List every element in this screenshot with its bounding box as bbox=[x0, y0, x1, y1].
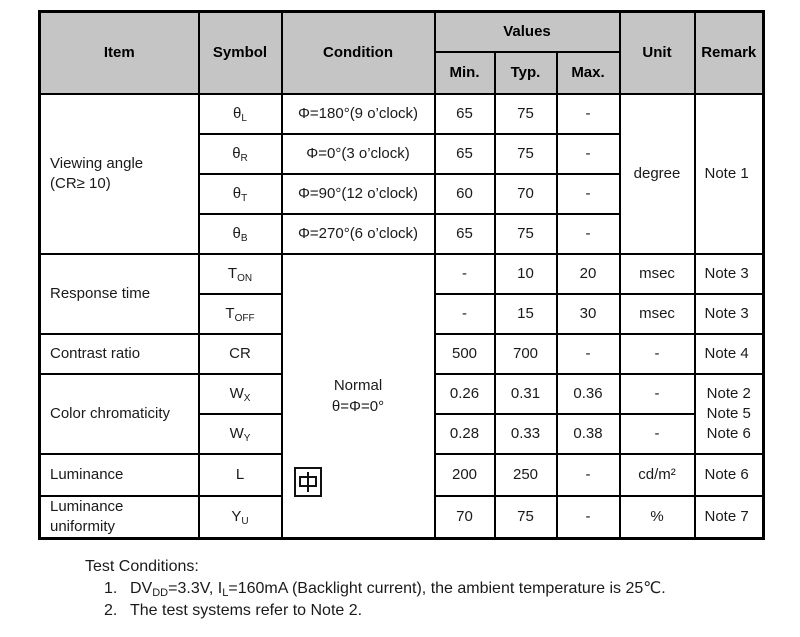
cell-max: - bbox=[557, 214, 620, 254]
spec-table bbox=[38, 10, 765, 540]
cell-symbol: $\theta_R$ bbox=[199, 134, 282, 174]
cell-symbol: $\theta_L$ bbox=[199, 94, 282, 134]
row-t-on bbox=[40, 254, 764, 294]
header-typ: Typ. bbox=[495, 52, 557, 94]
cell-typ: 75 bbox=[495, 214, 557, 254]
cell-typ: 75 bbox=[495, 94, 557, 134]
item-line: (CR≥ 10) bbox=[50, 174, 111, 192]
cell-max: 20 bbox=[557, 254, 620, 294]
cell-remark: Note 6 bbox=[695, 454, 764, 496]
cell-condition: Φ=0°(3 o’clock) bbox=[282, 134, 435, 174]
header-symbol: Symbol bbox=[199, 12, 282, 94]
cell-symbol: $\theta_B$ bbox=[199, 214, 282, 254]
cell-max: - bbox=[557, 496, 620, 539]
cell-min: 200 bbox=[435, 454, 495, 496]
cell-symbol: $W_X$ bbox=[199, 374, 282, 414]
cell-condition: Φ=90°(12 o’clock) bbox=[282, 174, 435, 214]
cell-symbol: $Y_U$ bbox=[199, 496, 282, 539]
cell-unit: - bbox=[620, 334, 695, 374]
cell-typ: 75 bbox=[495, 134, 557, 174]
cell-typ: 75 bbox=[495, 496, 557, 539]
cell-typ: 700 bbox=[495, 334, 557, 374]
header-max: Max. bbox=[557, 52, 620, 94]
cell-item-luminance: Luminance bbox=[40, 454, 199, 496]
cell-remark-note1: Note 1 bbox=[695, 94, 764, 254]
test-condition-1 bbox=[104, 578, 666, 600]
cell-remark: Note 7 bbox=[695, 496, 764, 539]
test-condition-2 bbox=[104, 600, 666, 622]
cell-symbol: CR bbox=[199, 334, 282, 374]
header-condition: Condition bbox=[282, 12, 435, 94]
cell-typ: 0.33 bbox=[495, 414, 557, 454]
cell-condition: Φ=270°(6 o’clock) bbox=[282, 214, 435, 254]
cell-typ: 250 bbox=[495, 454, 557, 496]
header-unit: Unit bbox=[620, 12, 695, 94]
cell-max: - bbox=[557, 454, 620, 496]
cell-min: 0.28 bbox=[435, 414, 495, 454]
cell-min: 65 bbox=[435, 94, 495, 134]
cell-remark: Note 4 bbox=[695, 334, 764, 374]
condition-text: Normal θ=Φ=0° bbox=[331, 376, 385, 415]
cell-symbol: $W_Y$ bbox=[199, 414, 282, 454]
test-conditions bbox=[85, 556, 666, 622]
cell-remark: Note 3 bbox=[695, 254, 764, 294]
cell-unit: cd/m² bbox=[620, 454, 695, 496]
cell-condition-normal bbox=[282, 254, 435, 539]
cell-remark: Note 3 bbox=[695, 294, 764, 334]
cell-item-color-chromaticity: Color chromaticity bbox=[40, 374, 199, 454]
cell-unit: - bbox=[620, 374, 695, 414]
cell-min: - bbox=[435, 294, 495, 334]
header-row-1 bbox=[40, 12, 764, 52]
cell-unit: msec bbox=[620, 254, 695, 294]
cell-remark-notes-256: Note 2 Note 5 Note 6 bbox=[695, 374, 764, 454]
cell-typ: 15 bbox=[495, 294, 557, 334]
test-conditions-title: Test Conditions: bbox=[85, 558, 199, 575]
cell-max: - bbox=[557, 134, 620, 174]
cell-unit: msec bbox=[620, 294, 695, 334]
cell-item-response-time: Response time bbox=[40, 254, 199, 334]
cell-max: - bbox=[557, 334, 620, 374]
cell-typ: 70 bbox=[495, 174, 557, 214]
cell-min: 60 bbox=[435, 174, 495, 214]
cell-max: 30 bbox=[557, 294, 620, 334]
cell-symbol: L bbox=[199, 454, 282, 496]
cell-symbol: $\theta_T$ bbox=[199, 174, 282, 214]
cell-min: 500 bbox=[435, 334, 495, 374]
item-line: Viewing angle bbox=[50, 154, 144, 172]
cell-item-viewing-angle bbox=[40, 94, 199, 254]
cell-item-luminance-uniformity: Luminance uniformity bbox=[40, 496, 199, 539]
cell-min: 0.26 bbox=[435, 374, 495, 414]
list-number: 2. bbox=[104, 602, 118, 619]
header-remark: Remark bbox=[695, 12, 764, 94]
row-theta-l bbox=[40, 94, 764, 134]
test-condition-2-text: The test systems refer to Note 2. bbox=[130, 602, 363, 619]
cell-condition: Φ=180°(9 o’clock) bbox=[282, 94, 435, 134]
cell-unit-degree: degree bbox=[620, 94, 695, 254]
cell-min: 70 bbox=[435, 496, 495, 539]
cell-typ: 10 bbox=[495, 254, 557, 294]
header-min: Min. bbox=[435, 52, 495, 94]
header-item: Item bbox=[40, 12, 199, 94]
cell-min: 65 bbox=[435, 214, 495, 254]
cell-typ: 0.31 bbox=[495, 374, 557, 414]
cell-max: - bbox=[557, 94, 620, 134]
cell-unit: % bbox=[620, 496, 695, 539]
cell-min: 65 bbox=[435, 134, 495, 174]
test-condition-1-text: $DV_{DD}=3.3V$, $I_L=160mA$ (Backlight current), the ambient temperature is 25℃. bbox=[130, 580, 666, 599]
cell-max: 0.38 bbox=[557, 414, 620, 454]
cell-max: - bbox=[557, 174, 620, 214]
cell-symbol: $T_{ON}$ bbox=[199, 254, 282, 294]
boxed-zhong-glyph-icon bbox=[294, 467, 322, 497]
cell-symbol: $T_{OFF}$ bbox=[199, 294, 282, 334]
cell-max: 0.36 bbox=[557, 374, 620, 414]
list-number: 1. bbox=[104, 580, 118, 597]
cell-min: - bbox=[435, 254, 495, 294]
cell-unit: - bbox=[620, 414, 695, 454]
header-values: Values bbox=[435, 12, 620, 52]
cell-item-contrast-ratio: Contrast ratio bbox=[40, 334, 199, 374]
